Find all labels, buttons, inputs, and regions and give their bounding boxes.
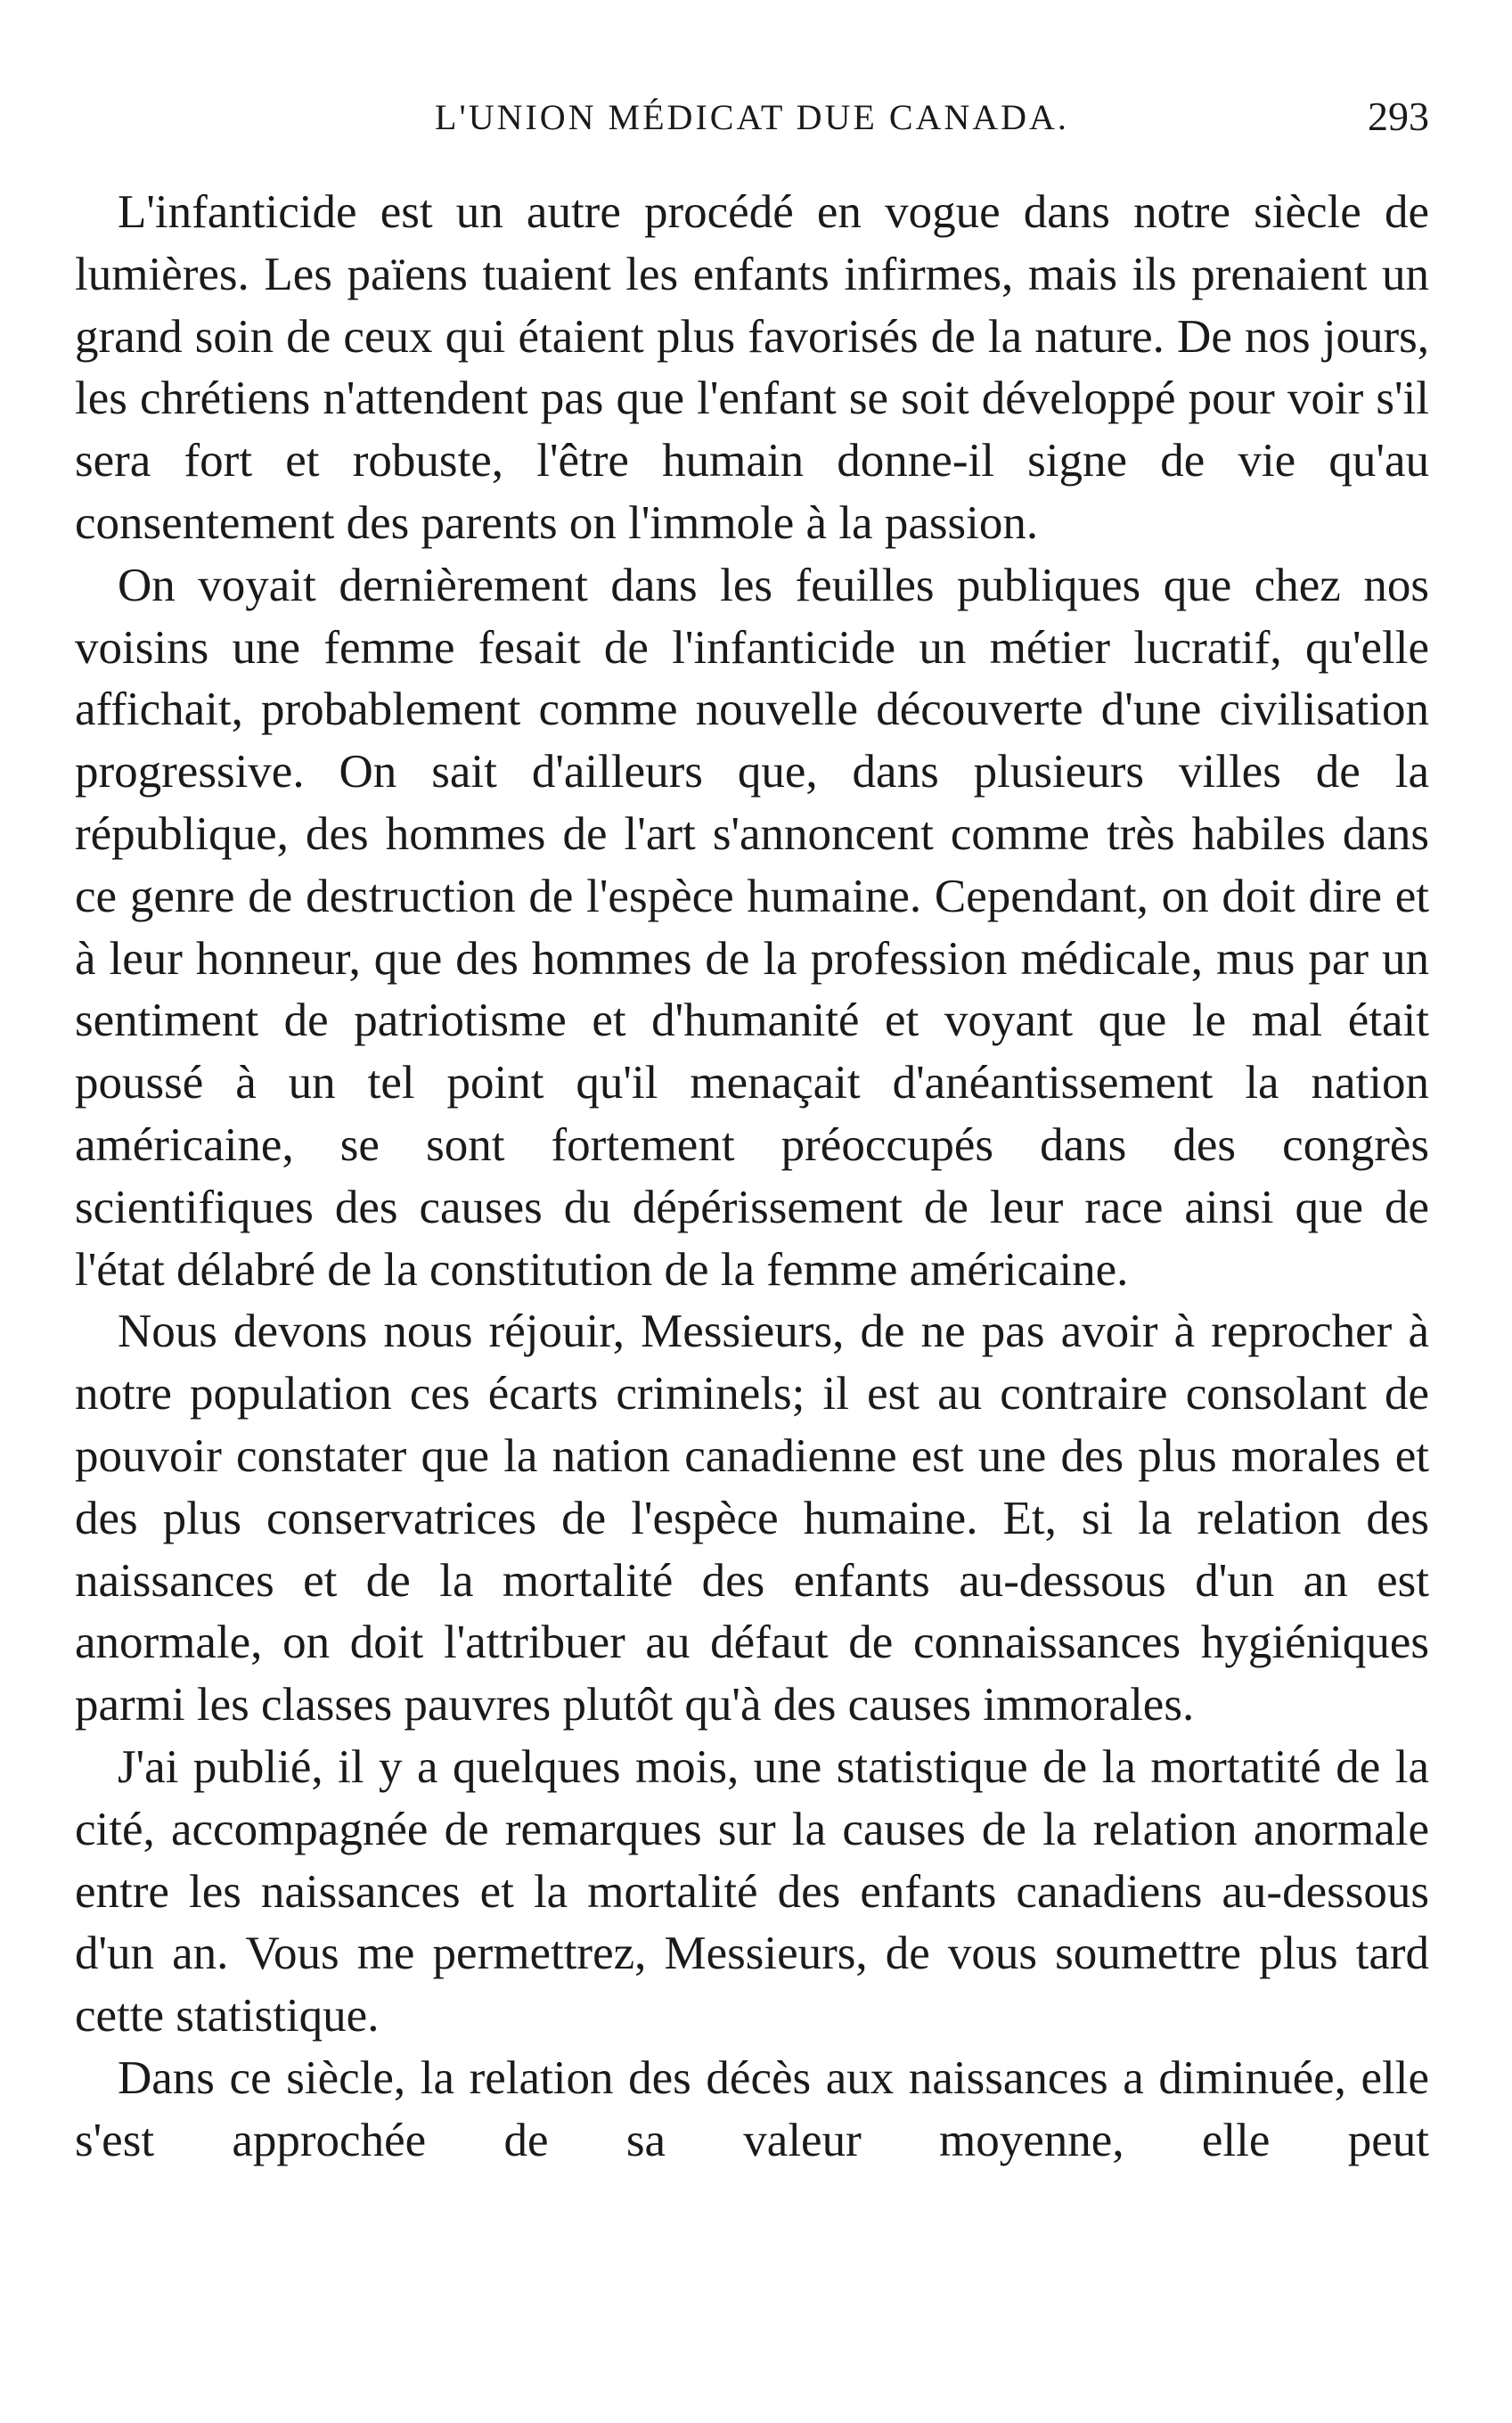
book-page — [75, 96, 1429, 2173]
paragraph-century: Dans ce siècle, la relation des décès aux naissances a diminuée, elle s'est approchée de sa valeur moyenne, elle peut — [75, 2051, 1429, 2166]
paragraph-canadian-nation: Nous devons nous réjouir, Messieurs, de ne pas avoir à reprocher à notre population ces écarts criminels; il est au contraire consolant de pouvoir constater que la nation canadienne est une des plus morales et des plus conservatrices de l'espèce humaine. Et, si la relation des naissances et de la mortalité des enfants au-dessous d'un an est anormale, on doit l'attribuer au défaut de connaissances hygiéniques parmi les classes pauvres plutôt qu'à des causes immorales. — [75, 1306, 1429, 1731]
body-text — [75, 182, 1429, 2173]
paragraph-infanticide: L'infanticide est un autre procédé en vogue dans notre siècle de lumières. Les païens tuaient les enfants infirmes, mais ils prenaient un grand soin de ceux qui étaient plus favorisés de la nature. De nos jours, les chrétiens n'attendent pas que l'enfant se soit développé pour voir s'il sera fort et robuste, l'être humain donne-il signe de vie qu'au consentement des parents on l'immole à la passion. — [75, 186, 1429, 549]
page-number: 293 — [1368, 94, 1429, 139]
paragraph-neighbours: On voyait dernièrement dans les feuilles publiques que chez nos voisins une femme fesait de l'infanticide un métier lucratif, qu'elle affichait, probablement comme nouvelle découverte d'une civilisation progressive. On sait d'ailleurs que, dans plusieurs villes de la république, des hommes de l'art s'annoncent comme très habiles dans ce genre de destruction de l'espèce humaine. Cependant, on doit dire et à leur honneur, que des hommes de la profession médicale, mus par un sentiment de patriotisme et d'humanité et voyant que le mal était poussé à un tel point qu'il menaçait d'anéantissement la nation américaine, se sont fortement préoccupés dans des congrès scientifiques des causes du dépérissement de leur race ainsi que de l'état délabré de la constitution de la femme américaine. — [75, 559, 1429, 1296]
running-title: L'UNION MÉDICAT DUE CANADA. — [435, 97, 1069, 137]
paragraph-statistics: J'ai publié, il y a quelques mois, une statistique de la mortatité de la cité, accompagnée de remarques sur la causes de la relation anormale entre les naissances et la mortalité des enfants canadiens au-dessous d'un an. Vous me permettrez, Messieurs, de vous soumettre plus tard cette statistique. — [75, 1740, 1429, 2042]
running-header — [75, 96, 1429, 176]
